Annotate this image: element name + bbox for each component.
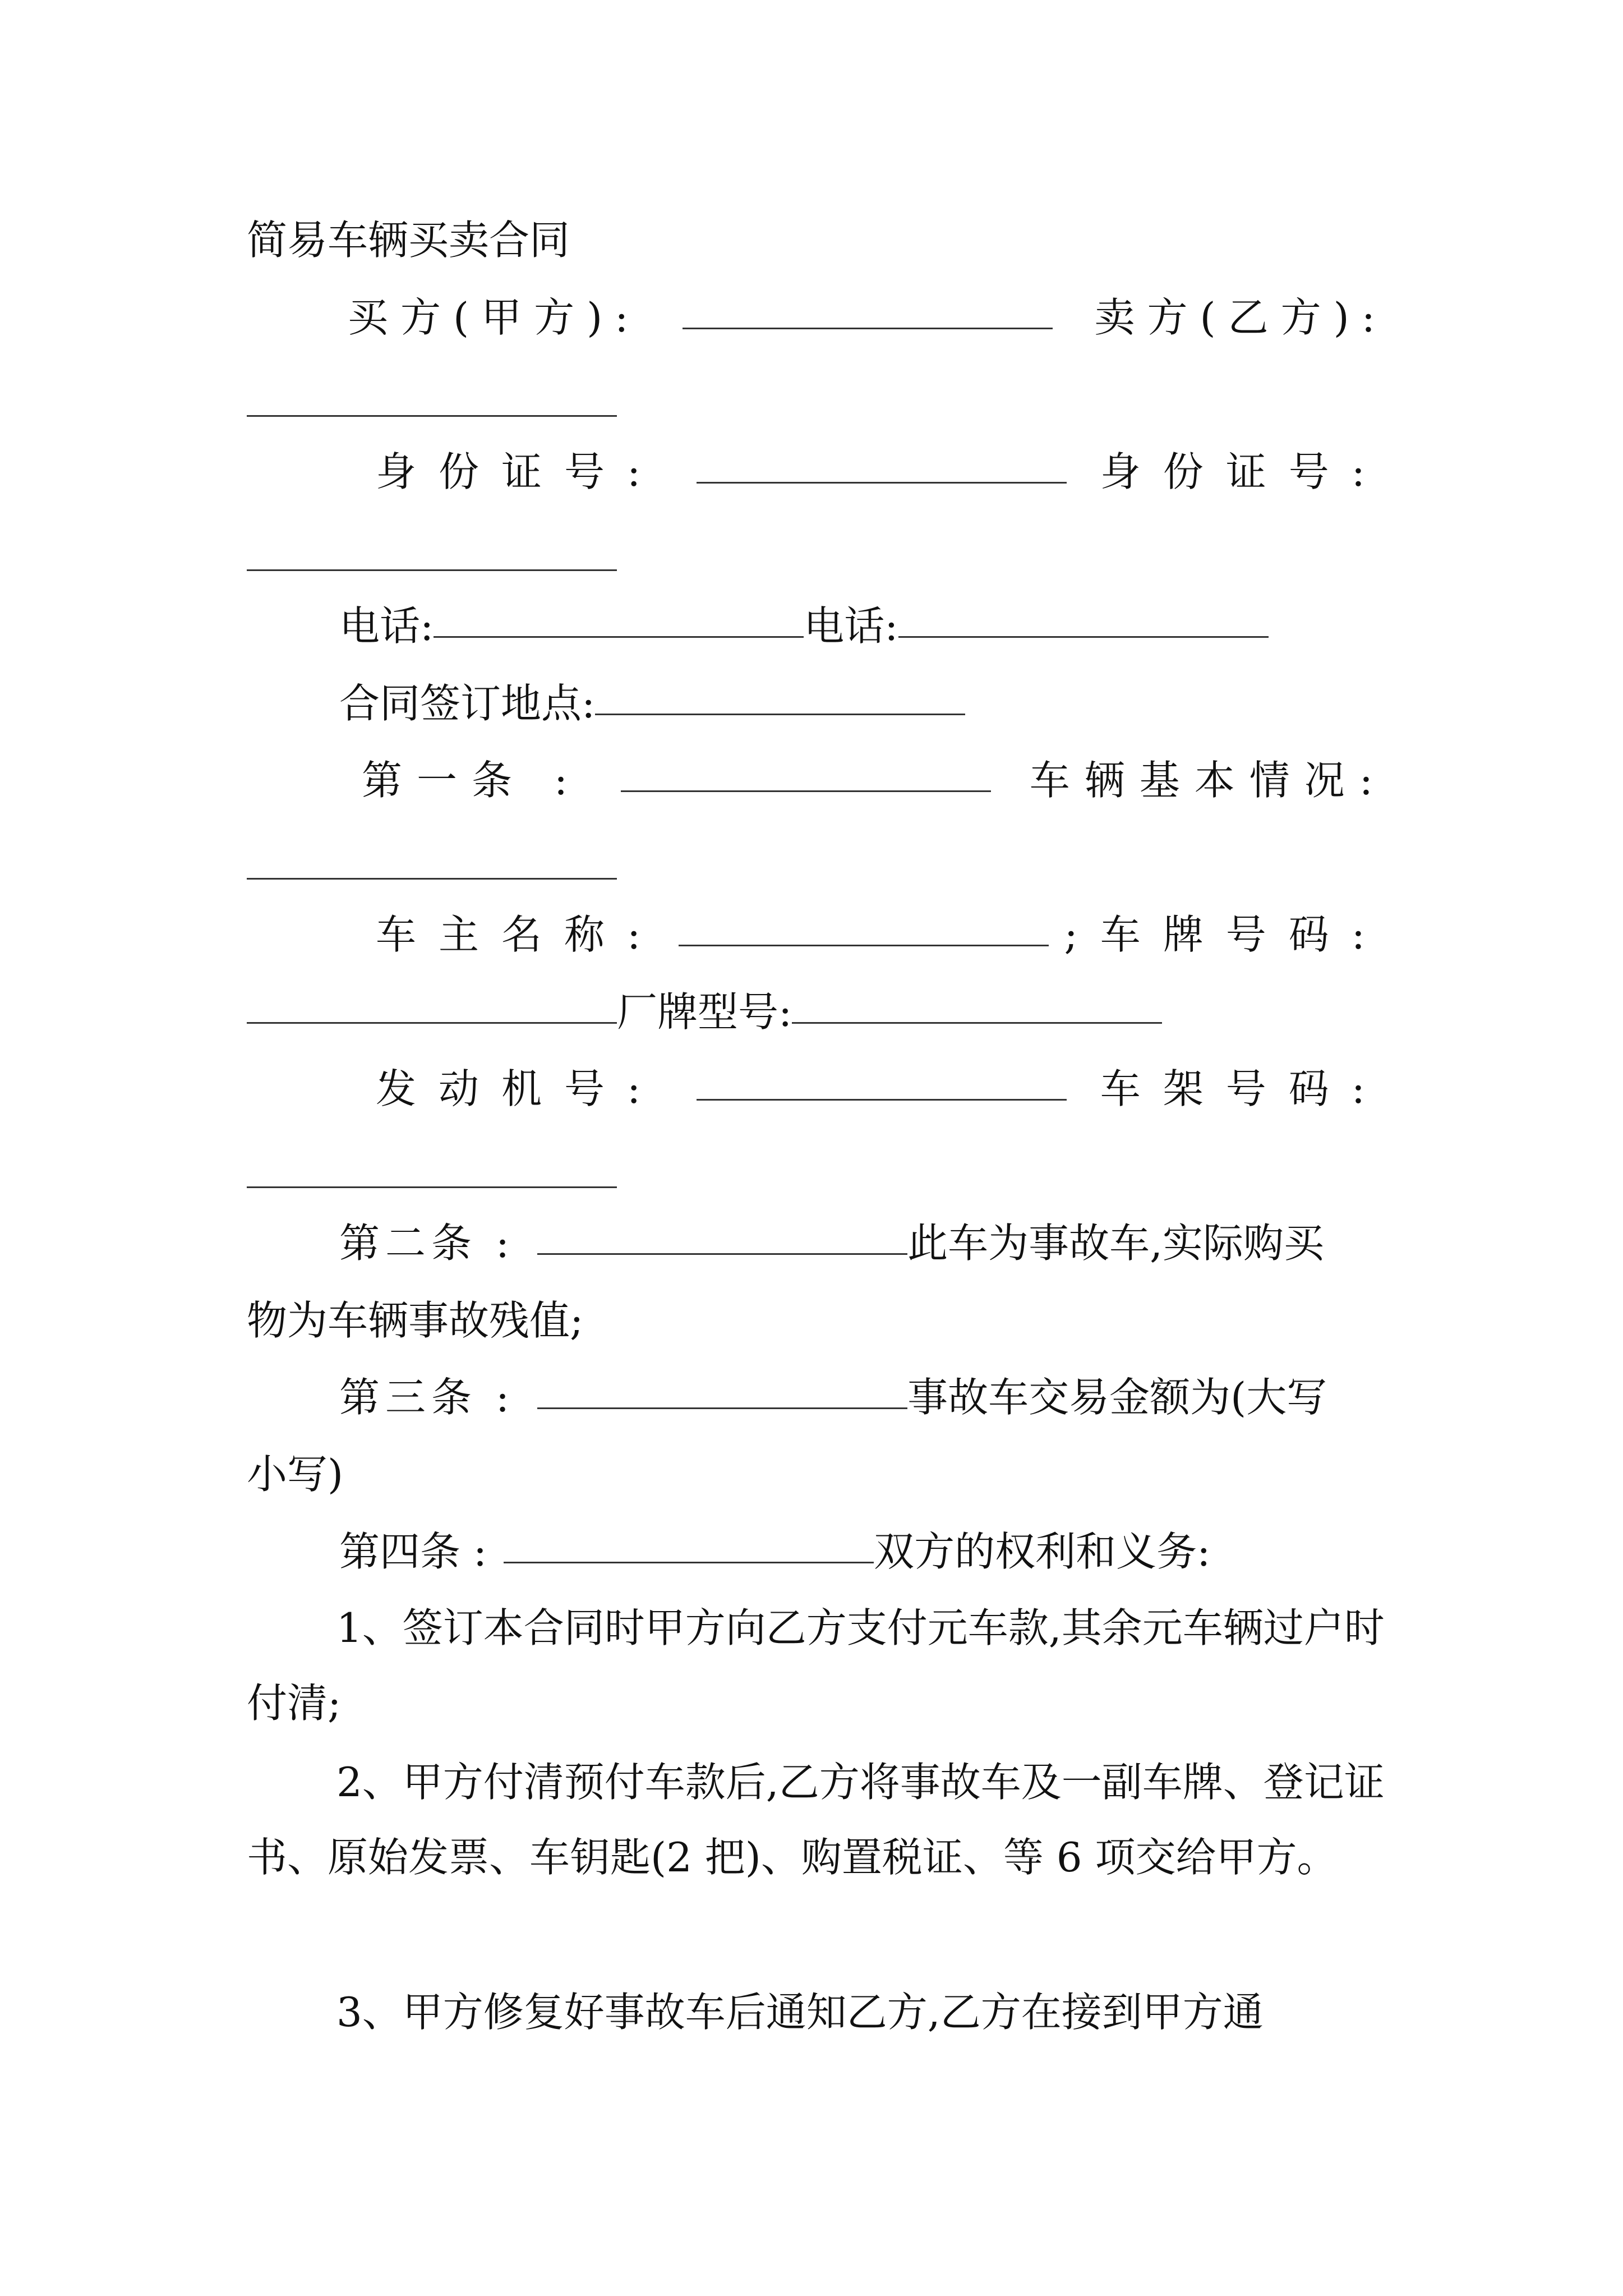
buyer-seller-row (348, 294, 1387, 341)
article-1-tail-blank[interactable] (247, 878, 617, 880)
doc-title: 简易车辆买卖合同 (247, 217, 570, 264)
buyer-id-blank[interactable] (697, 482, 1067, 484)
owner-blank[interactable] (679, 945, 1049, 946)
seller-phone-label: 电话: (804, 602, 898, 650)
model-row (247, 988, 1387, 1036)
owner-label: 车主名称: (376, 911, 663, 958)
article-2-row (339, 1220, 1387, 1267)
buyer-blank[interactable] (683, 328, 1053, 329)
article-4-row (339, 1528, 1387, 1575)
model-label: 厂牌型号: (617, 988, 792, 1036)
seller-id-label: 身份证号: (1100, 448, 1387, 495)
owner-row (376, 911, 1387, 958)
article-1-label: 第一条 : (362, 757, 583, 804)
place-label: 合同签订地点: (339, 680, 596, 727)
seller-blank[interactable] (247, 415, 617, 417)
article-3-blank[interactable] (537, 1407, 907, 1409)
plate-blank[interactable] (247, 1022, 617, 1024)
article-2-label: 第二条 : (339, 1220, 515, 1267)
engine-blank[interactable] (697, 1099, 1067, 1101)
plate-label: ;车牌号码: (1064, 911, 1387, 958)
article-3-label: 第三条 : (339, 1374, 515, 1421)
clause-item-2: 2、甲方付清预付车款后,乙方将事故车及一副车牌、登记证书、原始发票、车钥匙(2 把)、购置税证、等 6 项交给甲方。 (247, 1759, 1385, 1881)
article-3-text-b: 小写) (247, 1451, 344, 1498)
article-3-row (339, 1374, 1387, 1421)
clause-item-1: 1、签订本合同时甲方向乙方支付元车款,其余元车辆过户时付清; (247, 1604, 1385, 1727)
seller-label: 卖方(乙方): (1094, 294, 1387, 341)
article-4-text: 双方的权利和义务: (874, 1528, 1211, 1575)
article-1-text: 车辆基本情况: (1029, 757, 1387, 804)
buyer-phone-blank[interactable] (434, 636, 804, 638)
article-4-label: 第四条 : (339, 1528, 487, 1575)
frame-blank[interactable] (247, 1186, 617, 1188)
article-1-blank[interactable] (621, 790, 991, 792)
article-3-text-a: 事故车交易金额为(大写 (907, 1374, 1327, 1421)
article-4-blank[interactable] (504, 1562, 874, 1563)
engine-row (376, 1065, 1387, 1112)
phone-row (339, 602, 1387, 650)
article-2-text-a: 此车为事故车,实际购买 (907, 1220, 1325, 1267)
buyer-label: 买方(甲方): (348, 294, 641, 341)
buyer-id-label: 身份证号: (376, 448, 663, 495)
seller-phone-blank[interactable] (898, 636, 1269, 638)
seller-id-blank[interactable] (247, 569, 617, 571)
article-2-text-b: 物为车辆事故残值; (247, 1297, 584, 1344)
buyer-phone-label: 电话: (339, 602, 434, 650)
clause-item-3: 3、甲方修复好事故车后通知乙方,乙方在接到甲方通 (336, 1989, 1264, 2036)
engine-label: 发动机号: (376, 1065, 663, 1112)
frame-label: 车架号码: (1100, 1065, 1387, 1112)
article-2-blank[interactable] (537, 1253, 907, 1255)
place-row (339, 680, 1387, 727)
model-blank[interactable] (792, 1022, 1162, 1024)
article-1-row (362, 757, 1387, 804)
place-blank[interactable] (595, 714, 965, 715)
id-row (376, 448, 1387, 495)
